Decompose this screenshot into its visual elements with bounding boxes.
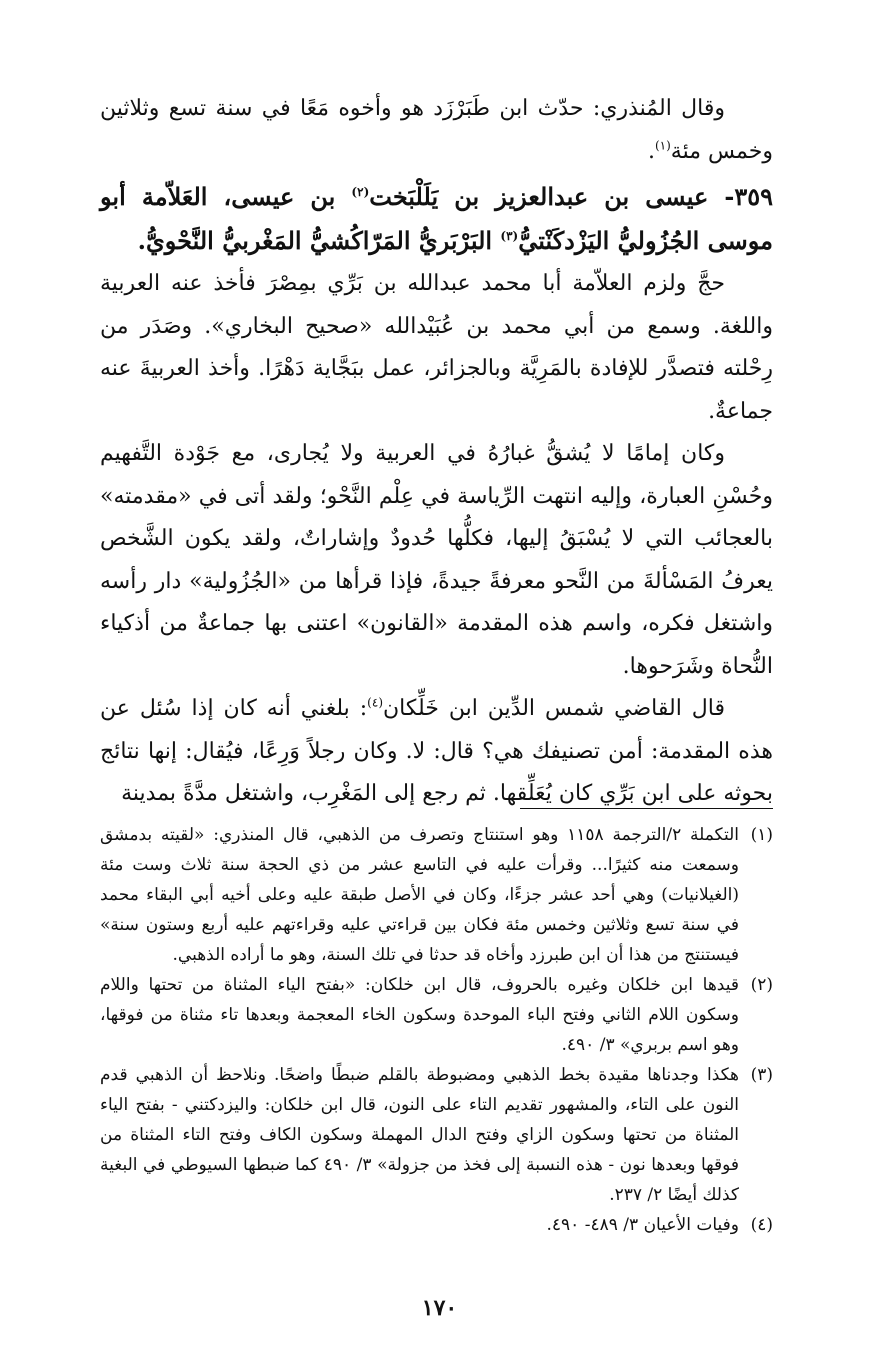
footnote-2: [100, 970, 773, 1060]
paragraph-1-text: وقال المُنذري: حدّث ابن طَبَرْزَد هو وأخوه مَعًا في سنة تسع وثلاثين وخمس مئة: [100, 96, 773, 164]
entry-name-part-3: البَرْبَريُّ المَرّاكُشيُّ المَغْربيُّ النَّحْويُّ.: [137, 226, 501, 255]
footnote-ref-2: (٢): [351, 185, 370, 199]
footnote-text: هكذا وجدناها مقيدة بخط الذهبي ومضبوطة بالقلم ضبطًا واضحًا. ونلاحظ أن الذهبي قدم النون على التاء، والمشهور تقديم التاء على النون، قال ابن خلكان: واليزدكتني - بفتح الياء المثناة من تحتها وسكون الزاي وفتح الدال المهملة وسكون الكاف وفتح التاء المثناة من فوقها وبعدها نون - هذه النسبة إلى فخذ من جزولة» ٣/ ٤٩٠ كما ضبطها السيوطي في البغية كذلك أيضًا ٢/ ٢٣٧.: [100, 1065, 740, 1205]
entry-heading: [100, 175, 773, 263]
footnote-text: قيدها ابن خلكان وغيره بالحروف، قال ابن خلكان: «بفتح الياء المثناة من تحتها واللام وسكون اللام الثاني وفتح الباء الموحدة وسكون الخاء المعجمة وبعدها تاء مثناة من فوقها، وهو اسم بربري» ٣/ ٤٩٠.: [100, 975, 739, 1055]
footnote-text: وفيات الأعيان ٣/ ٤٨٩- ٤٩٠.: [546, 1215, 739, 1235]
paragraph-3: وكان إمامًا لا يُشقُّ غبارُهُ في العربية ولا يُجارى، مع جَوْدة التَّفهيم وحُسْنِ العبارة، وإليه انتهت الرِّياسة في عِلْم النَّحْو؛ ولقد أتى في «مقدمته» بالعجائب التي لا يُسْبَقُ إليها، فكلُّها حُدودٌ وإشاراتٌ، ولقد يكون الشَّخص يعرفُ المَسْألةَ من النَّحو معرفةً جيدةً، فإذا قرأها من «الجُزُولية» دار رأسه واشتغل فكره، واسم هذه المقدمة «القانون» اعتنى بها جماعةٌ من أذكياء النُّحاة وشَرَحوها.: [100, 441, 773, 679]
entry-number: ٣٥٩-: [724, 182, 774, 211]
footnote-3: [100, 1060, 773, 1210]
paragraph-2: حجَّ ولزم العلاّمة أبا محمد عبدالله بن بَرِّي بمِصْرَ فأخذ عنه العربية واللغة. وسمع من أبي محمد بن عُبَيْدالله «صحيح البخاري». وصَدَر من رِحْلته فتصدَّر للإفادة بالمَرِيَّة وبالجزائر، عمل ببَجَّاية دَهْرًا. وأخذ العربيةَ عنه جماعةٌ.: [100, 271, 773, 424]
entry-name-part-1: عيسى بن عبدالعزيز بن يَلَلْبَخت: [369, 182, 725, 211]
paragraph-4: [100, 688, 773, 816]
footnote-number: (٣): [750, 1065, 773, 1085]
footnote-number: (٢): [750, 975, 773, 995]
entry-name-part-2: بن عيسى، العَلاّمة أبو موسى الجُزُوليُّ اليَزْدكَنْتيُّ: [100, 182, 773, 255]
footnote-ref-3: (٣): [500, 229, 519, 243]
footnote-1: [100, 820, 773, 970]
main-text: [100, 88, 773, 816]
footnote-number: (١): [750, 825, 773, 845]
footnote-text: التكملة ٢/الترجمة ١١٥٨ وهو استنتاج وتصرف من الذهبي، قال المنذري: «لقيته بدمشق وسمعت منه كثيرًا... وقرأت عليه في التاسع عشر من ذي الحجة سنة ثلاث وست مئة (الغيلانيات) وهي أحد عشر جزءًا، وكان في الأصل طبقة عليه وعلى أخيه أبي البقاء محمد في سنة تسع وثلاثين وخمس مئة فكان بين قراءتي عليه وقراءتهم عليه أربع وستون سنة» فيستنتج من هذا أن ابن طبرزد وأخاه قد حدثا في تلك السنة، وهو ما أراده الذهبي.: [100, 825, 739, 965]
page-number: ١٧٠: [421, 1295, 458, 1321]
footnote-4: [100, 1210, 773, 1240]
footnotes: [100, 820, 773, 1240]
footnote-divider: [520, 808, 773, 809]
footnote-ref-1: (١): [654, 138, 671, 153]
paragraph-4-text-b: : بلغني أنه كان إذا سُئل عن هذه المقدمة: أمن تصنيفك هي؟ قال: لا. وكان رجلاً وَرِعًا، فيُقال: إنها نتائج بحوثه على ابن بَرِّي كان يُعَلِّقها. ثم رجع إلى المَغْرِب، واشتغل مدَّةً بمدينة: [100, 696, 773, 806]
paragraph-4-text-a: قال القاضي شمس الدِّين ابن خَلِّكان: [383, 696, 725, 721]
footnote-ref-4: (٤): [367, 695, 383, 710]
footnote-number: (٤): [750, 1215, 773, 1235]
paragraph-1: وقال المُنذري: حدّث ابن طَبَرْزَد هو وأخوه مَعًا في سنة تسع وثلاثين وخمس مئة$^{(١)}$.: [100, 96, 773, 164]
